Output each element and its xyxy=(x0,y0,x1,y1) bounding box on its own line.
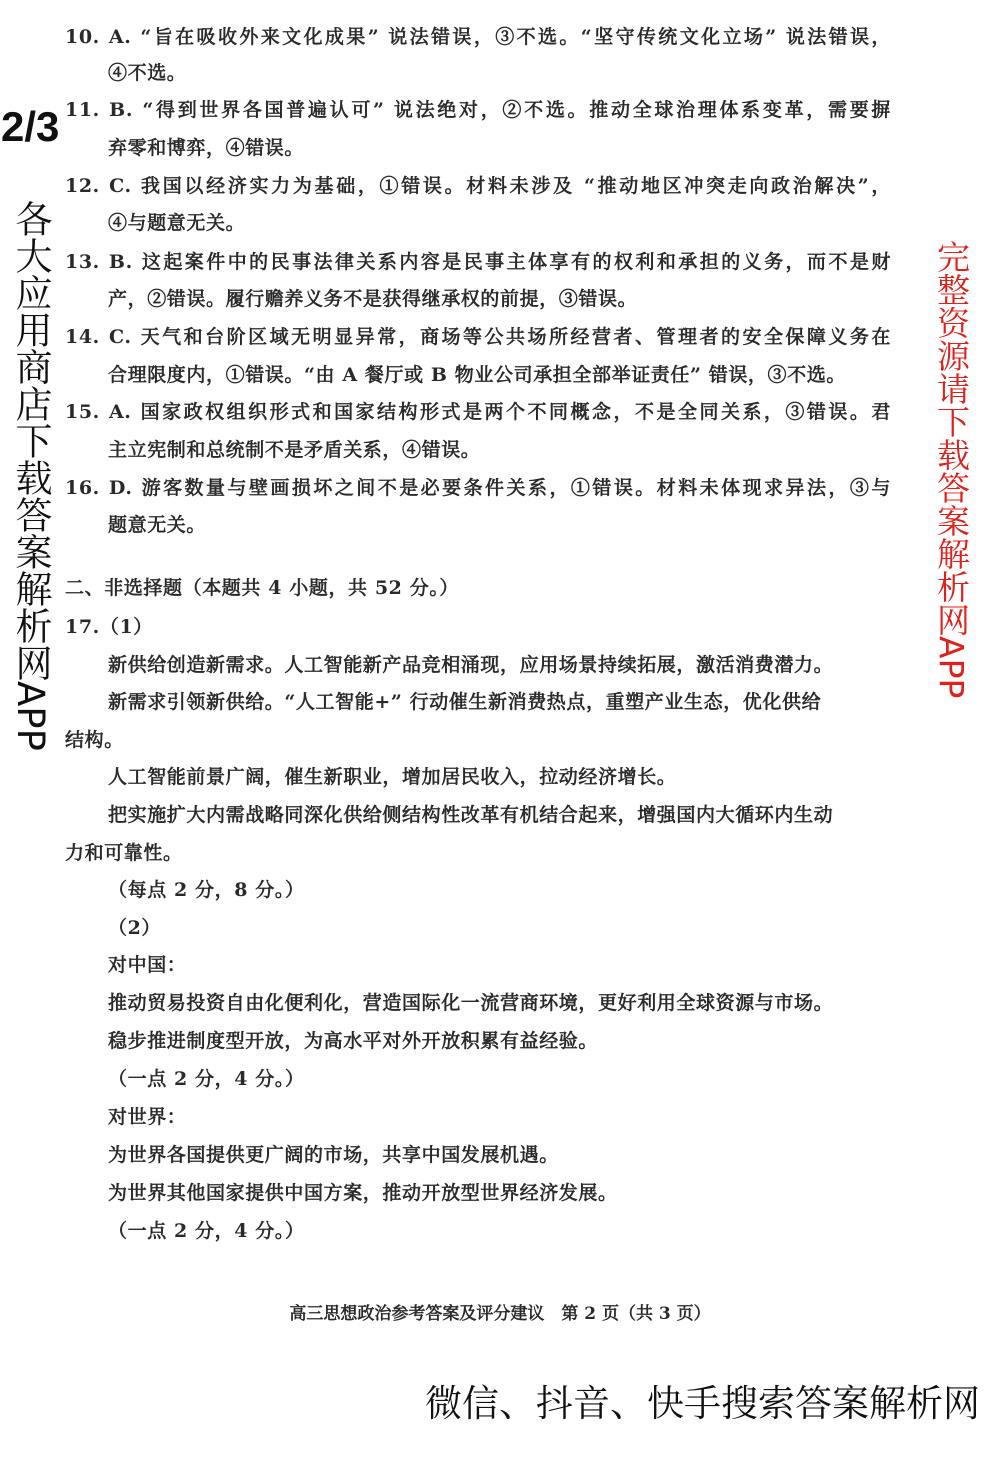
text-line: 15. A. 国家政权组织形式和国家结构形式是两个不同概念，不是全同关系，③错误。君 xyxy=(65,401,891,423)
page-footer: 高三思想政治参考答案及评分建议 第 2 页（共 3 页） xyxy=(289,1304,711,1324)
text-line: 稳步推进制度型开放，为高水平对外开放积累有益经验。 xyxy=(108,1030,599,1052)
text-line: 13. B. 这起案件中的民事法律关系内容是民事主体享有的权利和承担的义务，而不是财 xyxy=(65,251,891,273)
text-line: 力和可靠性。 xyxy=(65,842,183,864)
text-line: 新需求引领新供给。“人工智能+” 行动催生新消费热点，重塑产业生态，优化供给 xyxy=(108,691,822,713)
text-line: 推动贸易投资自由化便利化，营造国际化一流营商环境，更好利用全球资源与市场。 xyxy=(108,992,834,1014)
text-line: 17.（1） xyxy=(65,616,153,638)
watermark-center-red: 完整资源请下载答案解析网APP xyxy=(932,240,971,699)
text-line: （每点 2 分，8 分。） xyxy=(108,879,305,901)
text-line: 对世界： xyxy=(108,1106,187,1128)
text-line: 结构。 xyxy=(65,729,124,751)
text-line: 11. B. “得到世界各国普遍认可” 说法绝对，②不选。推动全球治理体系变革，需要摒 xyxy=(65,99,891,121)
text-line: 为世界各国提供更广阔的市场，共享中国发展机遇。 xyxy=(108,1144,559,1166)
text-line: 主立宪制和总统制不是矛盾关系，④错误。 xyxy=(108,439,481,461)
text-line: 对中国： xyxy=(108,954,187,976)
text-line: （一点 2 分，4 分。） xyxy=(108,1068,305,1090)
text-line: 弃零和博弈，④错误。 xyxy=(108,137,305,159)
text-line: 把实施扩大内需战略同深化供给侧结构性改革有机结合起来，增强国内大循环内生动 xyxy=(108,804,834,826)
text-line: 题意无关。 xyxy=(108,514,207,536)
text-line: （一点 2 分，4 分。） xyxy=(108,1220,305,1242)
text-line: （2） xyxy=(108,917,162,939)
text-line: ④与题意无关。 xyxy=(108,212,246,234)
text-line: 16. D. 游客数量与壁画损坏之间不是必要条件关系，①错误。材料未体现求异法，③与 xyxy=(65,477,891,499)
page-indicator: 2/3 xyxy=(1,103,60,150)
text-line: ④不选。 xyxy=(108,62,187,84)
text-line: 二、非选择题（本题共 4 小题，共 52 分。） xyxy=(65,577,460,599)
text-line: 合理限度内，①错误。“由 A 餐厅或 B 物业公司承担全部举证责任” 错误，③不选。 xyxy=(108,364,846,386)
watermark-bottom-right: 微信、抖音、快手搜索答案解析网 xyxy=(425,1382,980,1425)
text-line: 新供给创造新需求。人工智能新产品竞相涌现，应用场景持续拓展，激活消费潜力。 xyxy=(108,654,834,676)
text-line: 产，②错误。履行赡养义务不是获得继承权的前提，③错误。 xyxy=(108,288,638,310)
text-line: 14. C. 天气和台阶区域无明显异常，商场等公共场所经营者、管理者的安全保障义务在 xyxy=(65,326,891,348)
text-line: 10. A. “旨在吸收外来文化成果” 说法错误，③不选。“坚守传统文化立场” 说法错误， xyxy=(65,26,891,48)
text-line: 为世界其他国家提供中国方案，推动开放型世界经济发展。 xyxy=(108,1182,618,1204)
text-line: 人工智能前景广阔，催生新职业，增加居民收入，拉动经济增长。 xyxy=(108,766,677,788)
text-line: 12. C. 我国以经济实力为基础，①错误。材料未涉及 “推动地区冲突走向政治解决”， xyxy=(65,175,891,197)
watermark-top-left: 各大应用商店下载答案解析网APP xyxy=(9,200,52,751)
